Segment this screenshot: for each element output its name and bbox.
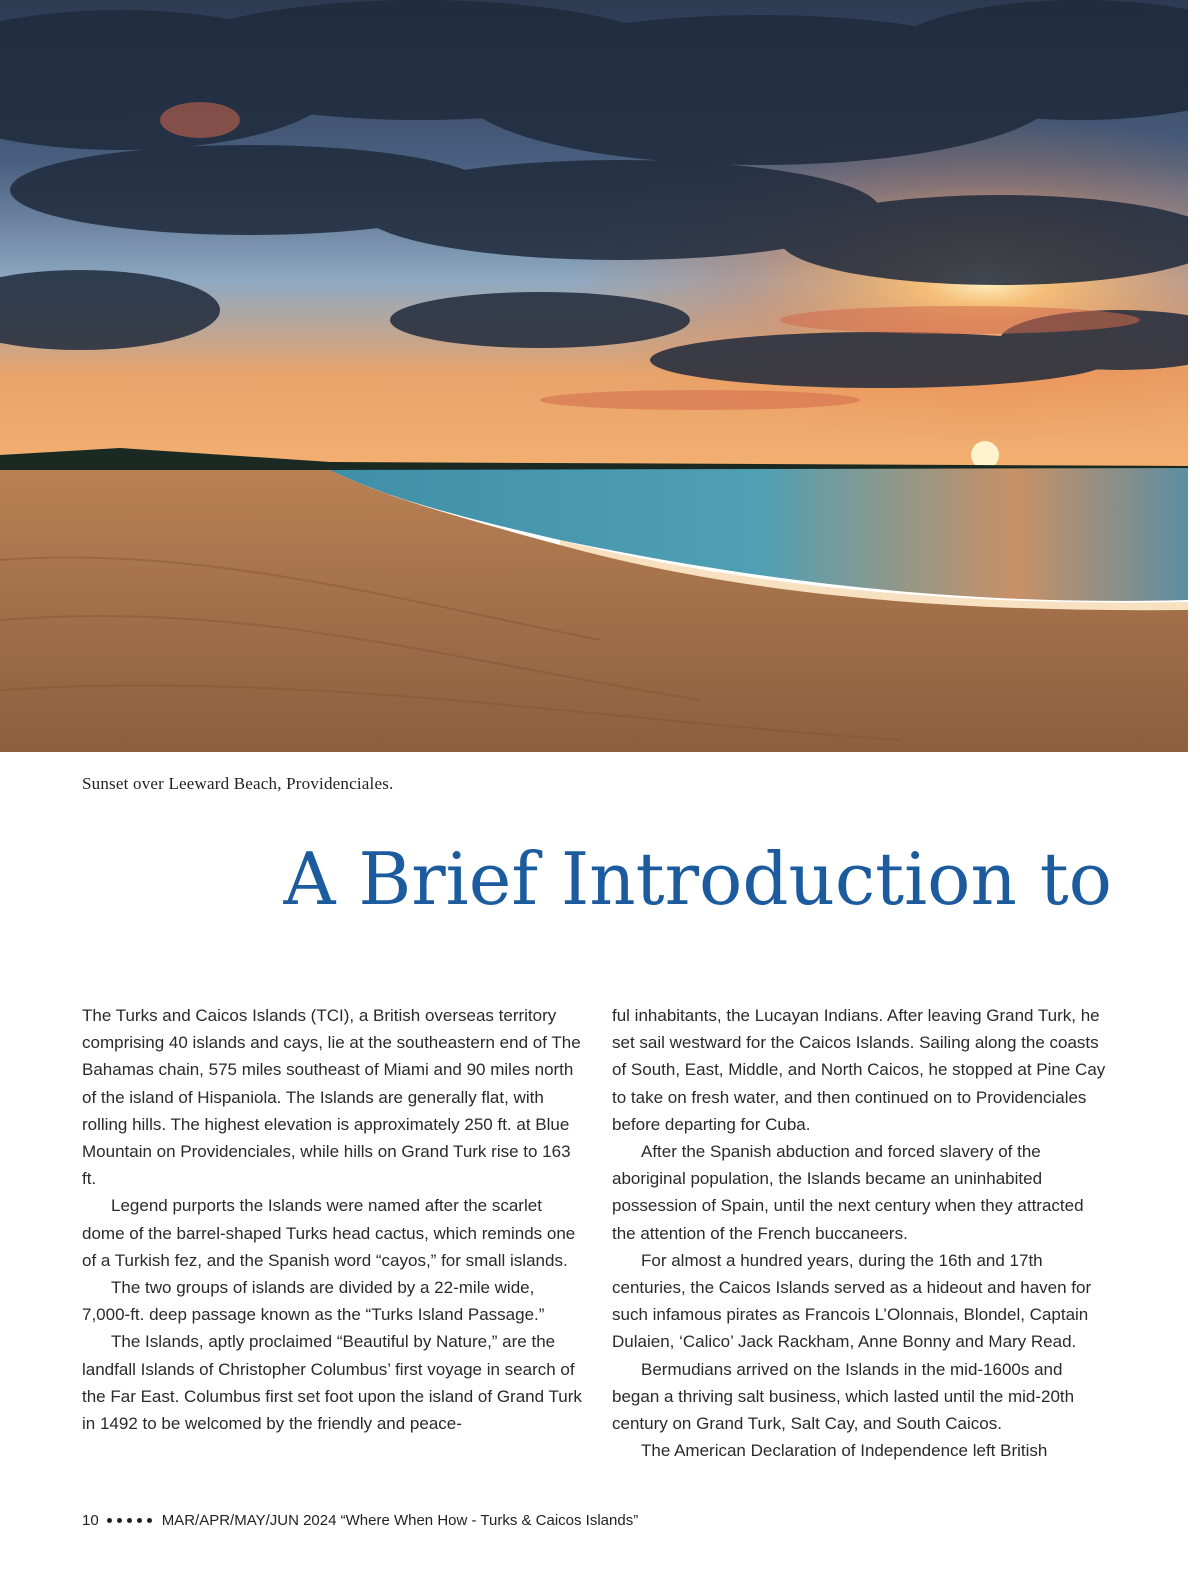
paragraph: The Islands, aptly proclaimed “Beautiful by Nature,” are the landfall Islands of Christopher Columbus’ first voyage in search of the Far East. Columbus first set foot upon the island of Grand Turk in 1492 to be welcomed by the friendly and peace- — [82, 1332, 582, 1434]
paragraph: Bermudians arrived on the Islands in the mid-1600s and began a thriving salt business, which lasted until the mid-20th century on Grand Turk, Salt Cay, and South Caicos. — [612, 1359, 1075, 1434]
paragraph: The two groups of islands are divided by a 22-mile wide, 7,000-ft. deep passage known as the “Turks Island Passage.” — [82, 1278, 545, 1325]
paragraph: For almost a hundred years, during the 16th and 17th centuries, the Caicos Islands served as a hideout and haven for such infamous pirates as Francois L’Olonnais, Blondel, Captain Dulaien, ‘Calico’ Jack Rackham, Anne Bonny and Mary Read. — [612, 1250, 1092, 1352]
paragraph: ful inhabitants, the Lucayan Indians. After leaving Grand Turk, he set sail westward for the Caicos Islands. Sailing along the coasts of South, East, Middle, and North Caicos, he stopped at Pine Cay to take on fresh water, and then continued on to Providenciales before departing for Cuba. — [612, 1006, 1106, 1134]
paragraph: After the Spanish abduction and forced slavery of the aboriginal population, the Islands became an uninhabited possession of Spain, until the next century when they attracted the attention of the French buccaneers. — [612, 1142, 1084, 1243]
paragraph: The Turks and Caicos Islands (TCI), a British overseas territory comprising 40 islands and cays, lie at the southeastern end of The Bahamas chain, 575 miles southeast of Miami and 90 miles north of the island of Hispaniola. The Islands are generally flat, with rolling hills. The highest elevation is approximately 250 ft. at Blue Mountain on Providenciales, while hills on Grand Turk rise to 163 ft. — [82, 1006, 581, 1189]
article-title: A Brief Introduction to — [283, 837, 1112, 921]
publication-info: MAR/APR/MAY/JUN 2024 “Where When How - Turks & Caicos Islands” — [161, 1512, 639, 1529]
page-footer — [82, 1512, 638, 1529]
paragraph: The American Declaration of Independence left British — [641, 1441, 1048, 1461]
left-column — [82, 1002, 584, 1437]
paragraph: Legend purports the Islands were named after the scarlet dome of the barrel-shaped Turks head cactus, which reminds one of a Turkish fez, and the Spanish word “cayos,” for small islands. — [82, 1196, 576, 1270]
sunset-beach-image — [0, 0, 1188, 752]
separator-dots — [107, 1518, 152, 1523]
hero-photo — [0, 0, 1188, 752]
page-number: 10 — [82, 1512, 99, 1529]
photo-caption: Sunset over Leeward Beach, Providenciales. — [82, 774, 394, 793]
right-column — [612, 1002, 1108, 1464]
